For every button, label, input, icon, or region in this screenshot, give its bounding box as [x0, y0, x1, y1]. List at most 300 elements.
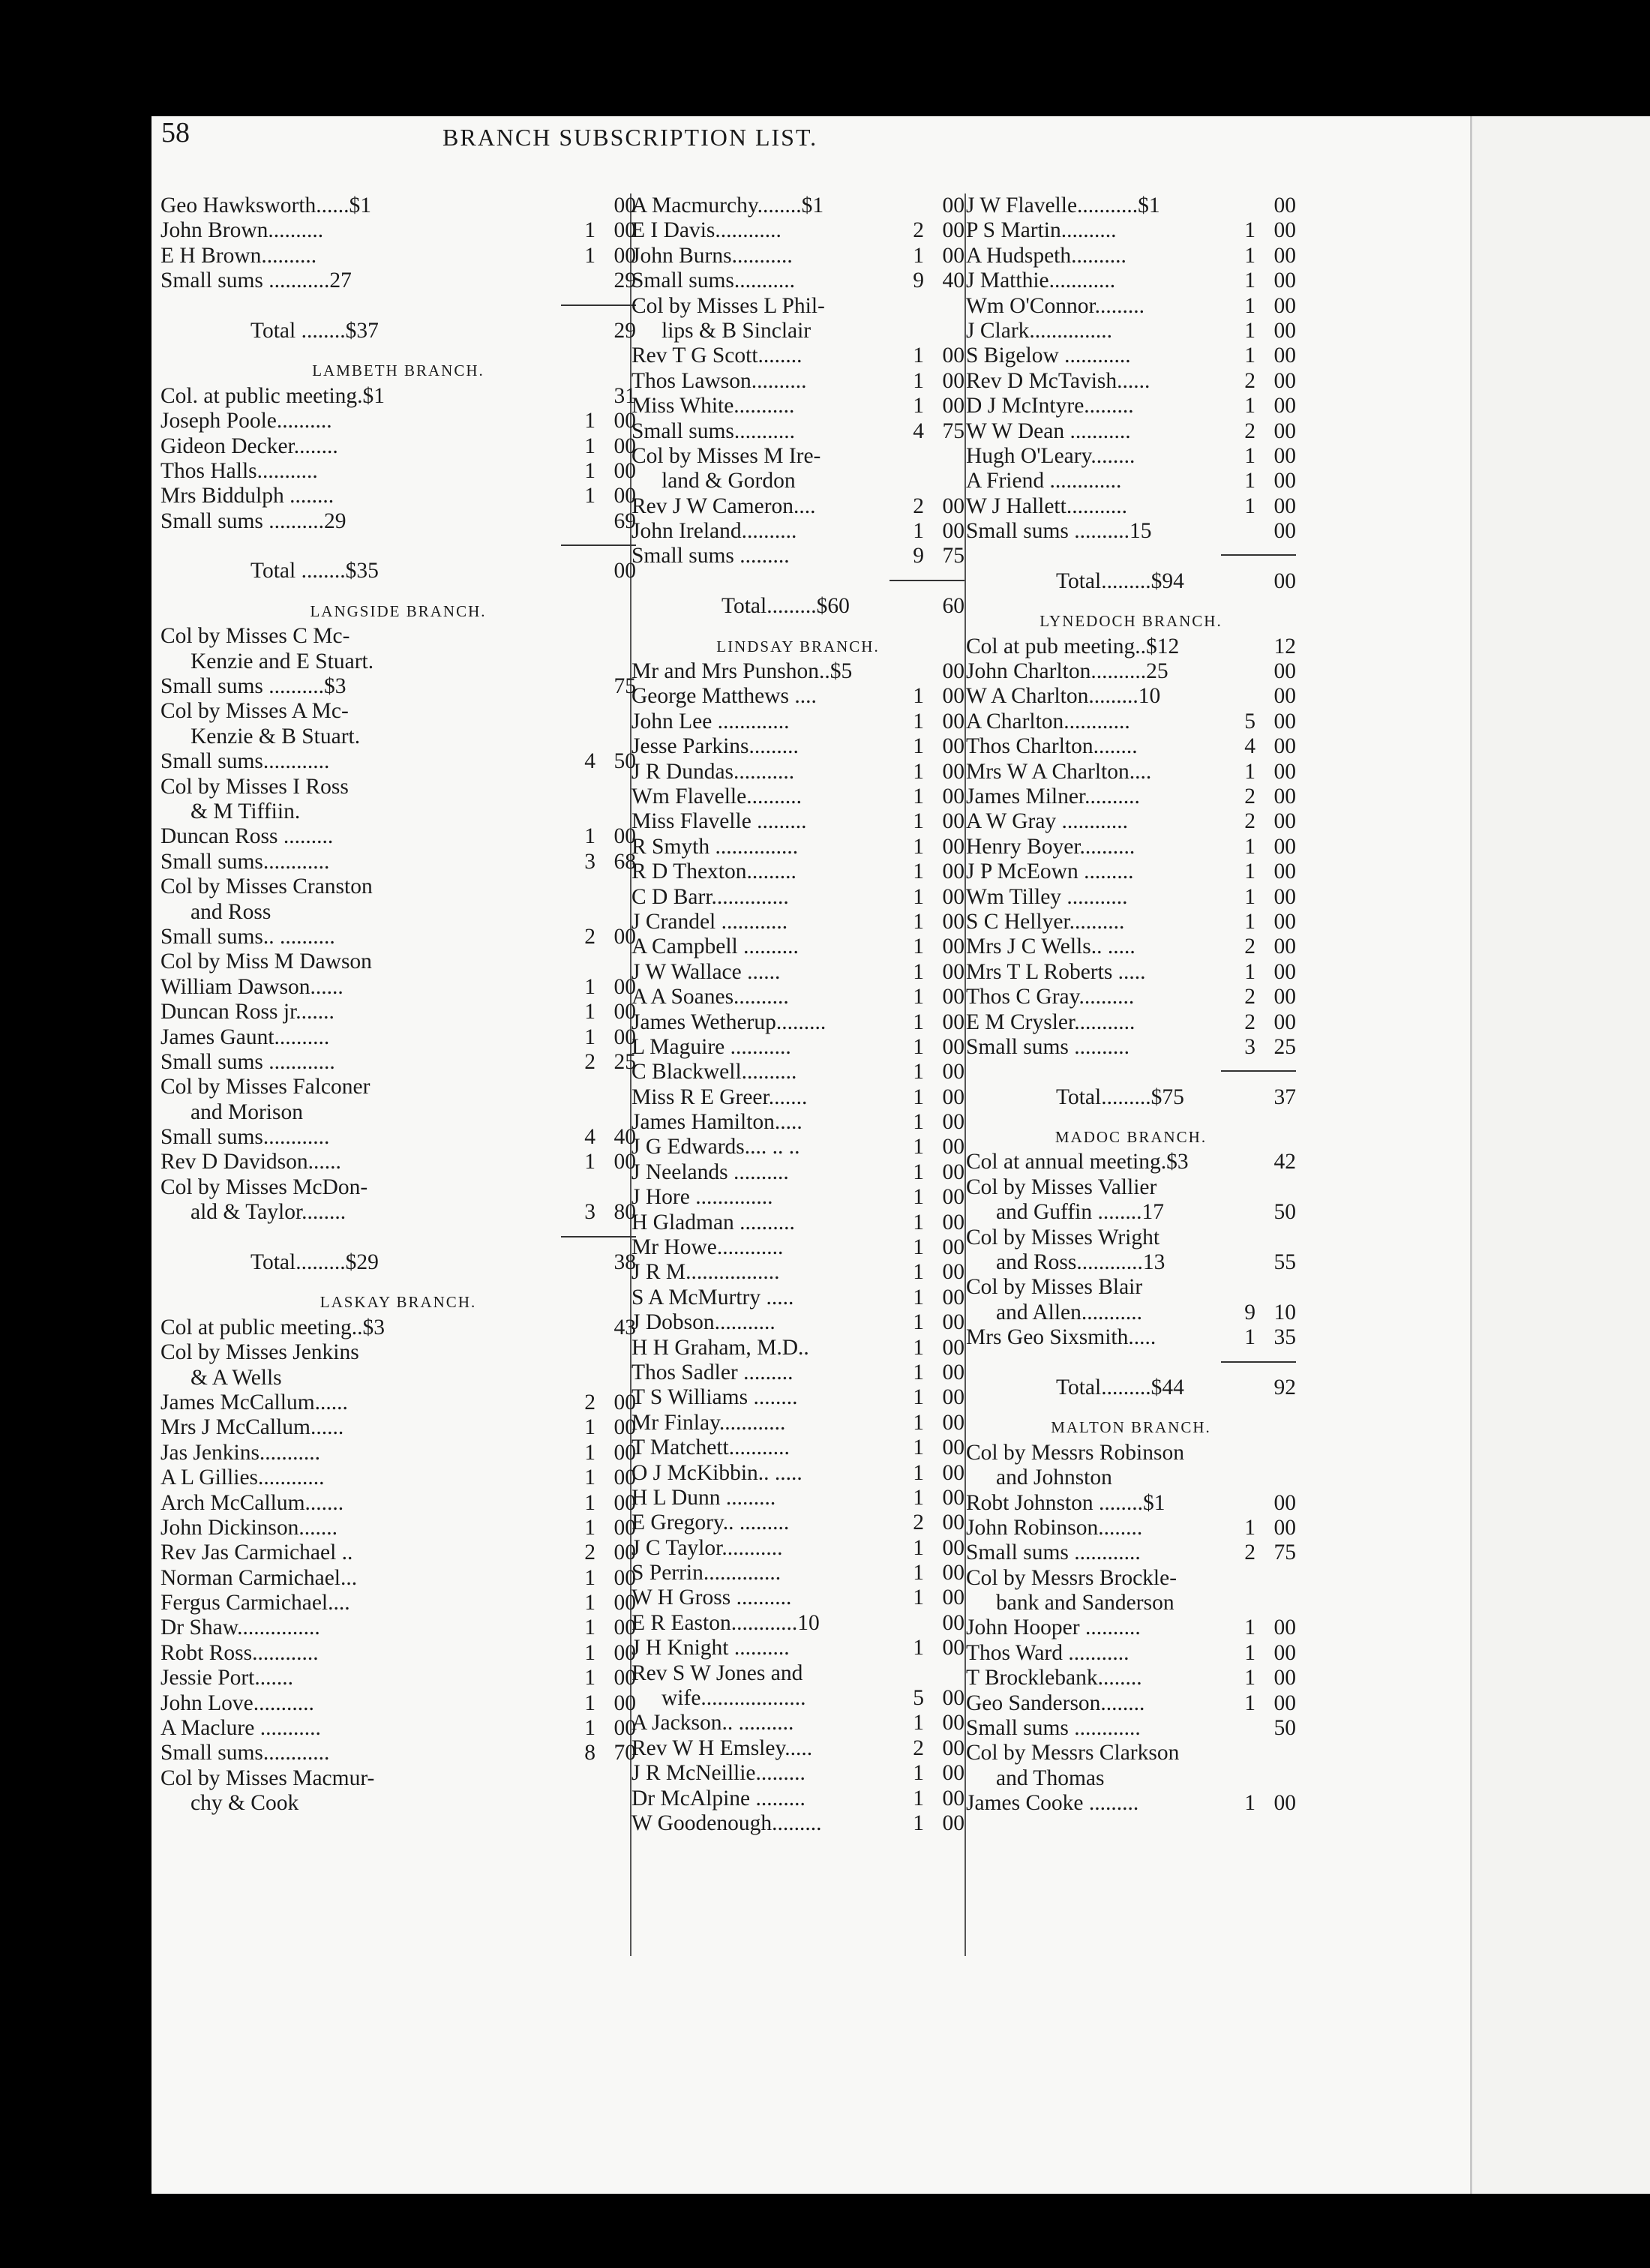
entry-name: & M Tiffiin.	[190, 799, 301, 824]
column-1	[160, 194, 636, 1816]
entry-name: and Thomas	[996, 1766, 1105, 1790]
entry-cents: 40	[942, 268, 964, 293]
entry-name: Thos Ward ...........	[966, 1640, 1130, 1665]
entry-cents: 00	[614, 1390, 636, 1414]
subscription-entry	[966, 835, 1296, 860]
subscription-entry	[632, 344, 964, 368]
entry-cents: 70	[614, 1741, 636, 1766]
subscription-entry	[632, 1510, 964, 1535]
entry-cents: 00	[942, 709, 964, 734]
entry-dollars: 1	[913, 1436, 924, 1460]
entry-dollars: 1	[913, 884, 924, 909]
subscription-entry	[632, 1536, 964, 1561]
subscription-entry	[160, 1200, 636, 1225]
subscription-entry	[632, 1135, 964, 1160]
subscription-entry	[632, 784, 964, 809]
total-rule	[160, 1226, 636, 1250]
entry-name: Small sums............	[160, 849, 330, 874]
entry-dollars: 2	[913, 494, 924, 518]
facing-page-edge	[1470, 116, 1650, 2194]
subscription-entry	[160, 1516, 636, 1540]
entry-cents: 00	[942, 1160, 964, 1184]
entry-name: Small sums...........	[632, 268, 795, 293]
subscription-entry	[160, 1766, 636, 1791]
entry-name: Col by Misses A Mc-	[160, 699, 349, 724]
entry-dollars: 1	[913, 1010, 924, 1034]
subscription-entry	[160, 384, 636, 409]
entry-name: bank and Sanderson	[996, 1591, 1174, 1616]
subscription-entry	[966, 419, 1296, 444]
entry-dollars: 1	[913, 1260, 924, 1285]
entry-cents: 00	[942, 959, 964, 984]
entry-cents: 69	[614, 508, 636, 533]
entry-cents: 92	[1274, 1375, 1296, 1400]
entry-dollars: 1	[1244, 318, 1256, 343]
entry-name: Col at public meeting..$3	[160, 1315, 386, 1340]
entry-name: A Charlton............	[966, 709, 1130, 734]
entry-dollars: 1	[913, 243, 924, 268]
entry-cents: 00	[1274, 734, 1296, 759]
entry-cents: 00	[614, 1440, 636, 1465]
entry-name: Mrs Geo Sixsmith.....	[966, 1325, 1156, 1350]
branch-heading: MALTON BRANCH.	[1051, 1418, 1211, 1437]
entry-cents: 00	[1274, 1666, 1296, 1690]
subscription-entry	[160, 1641, 636, 1666]
entry-name: O J McKibbin.. .....	[632, 1460, 802, 1485]
subscription-entry	[160, 874, 636, 899]
subscription-entry	[160, 459, 636, 484]
entry-name: Col at annual meeting.$3	[966, 1150, 1189, 1174]
entry-cents: 00	[942, 394, 964, 418]
entry-name: James Cooke .........	[966, 1791, 1139, 1816]
entry-dollars: 1	[584, 1440, 596, 1465]
entry-name: H H Graham, M.D..	[632, 1335, 809, 1360]
subscription-entry	[966, 1516, 1296, 1540]
entry-dollars: 9	[913, 268, 924, 293]
subscription-entry	[160, 509, 636, 534]
entry-dollars: 1	[913, 709, 924, 734]
entry-dollars: 1	[584, 1716, 596, 1741]
subscription-entry	[160, 1150, 636, 1174]
entry-cents: 00	[942, 1260, 964, 1285]
entry-name: Hugh O'Leary........	[966, 443, 1136, 468]
subscription-entry	[160, 1491, 636, 1516]
branch-heading: MADOC BRANCH.	[1054, 1128, 1208, 1147]
entry-cents: 00	[942, 344, 964, 368]
subscription-entry	[160, 1025, 636, 1050]
entry-cents: 00	[1274, 759, 1296, 784]
entry-name: George Matthews ....	[632, 684, 817, 709]
entry-dollars: 1	[1244, 759, 1256, 784]
entry-cents: 00	[1274, 368, 1296, 393]
subscription-entry	[632, 1561, 964, 1586]
entry-cents: 00	[1274, 519, 1296, 544]
entry-cents: 00	[1274, 194, 1296, 218]
subscription-entry	[632, 1661, 964, 1686]
entry-cents: 43	[614, 1315, 636, 1340]
subscription-entry	[160, 1466, 636, 1490]
entry-dollars: 1	[913, 860, 924, 884]
branch-total	[966, 1376, 1296, 1400]
entry-cents: 75	[942, 544, 964, 568]
entry-dollars: 1	[1244, 884, 1256, 909]
entry-name: W Goodenough.........	[632, 1811, 822, 1835]
subscription-entry	[160, 674, 636, 699]
entry-name: S C Hellyer..........	[966, 909, 1125, 934]
entry-cents: 00	[942, 1060, 964, 1084]
entry-dollars: 1	[913, 834, 924, 859]
entry-cents: 00	[942, 1711, 964, 1736]
entry-cents: 00	[614, 1616, 636, 1640]
entry-cents: 00	[942, 1084, 964, 1109]
entry-dollars: 2	[584, 924, 596, 949]
entry-name: Miss White...........	[632, 394, 795, 418]
subscription-entry	[966, 809, 1296, 834]
entry-name: Fergus Carmichael....	[160, 1591, 350, 1616]
entry-name: Dr McAlpine .........	[632, 1786, 806, 1810]
entry-dollars: 3	[1244, 1034, 1256, 1059]
spacer	[160, 1275, 636, 1290]
entry-cents: 00	[942, 1034, 964, 1059]
entry-cents: 00	[942, 1110, 964, 1135]
entry-name: John Burns...........	[632, 243, 793, 268]
entry-dollars: 1	[1244, 909, 1256, 934]
subscription-entry	[632, 1160, 964, 1185]
subscription-entry	[160, 1741, 636, 1766]
entry-cents: 00	[942, 1285, 964, 1310]
entry-name: Small sums............	[160, 1741, 330, 1766]
entry-name: & A Wells	[190, 1365, 282, 1390]
entry-name: Thos Lawson..........	[632, 368, 807, 393]
entry-dollars: 1	[1244, 1791, 1256, 1816]
entry-name: Col by Misses Falconer	[160, 1075, 370, 1100]
entry-cents: 00	[614, 1666, 636, 1690]
subscription-entry	[632, 244, 964, 268]
entry-name: R Smyth ...............	[632, 834, 799, 859]
entry-cents: 00	[942, 1485, 964, 1510]
entry-cents: 00	[614, 1690, 636, 1715]
subscription-entry	[966, 1691, 1296, 1716]
entry-name: wife...................	[662, 1686, 806, 1711]
subscription-entry	[632, 1185, 964, 1210]
entry-cents: 00	[614, 194, 636, 218]
subscription-entry	[632, 885, 964, 910]
subscription-entry	[966, 344, 1296, 368]
subscription-entry	[632, 934, 964, 959]
entry-cents: 29	[614, 268, 636, 293]
entry-cents: 00	[614, 409, 636, 434]
entry-dollars: 1	[584, 1666, 596, 1690]
entry-dollars: 1	[584, 1616, 596, 1640]
entry-cents: 00	[942, 884, 964, 909]
entry-name: Small sums.. ..........	[160, 924, 335, 949]
entry-name: Rev Jas Carmichael ..	[160, 1540, 353, 1565]
entry-name: Mr Finlay............	[632, 1410, 786, 1435]
entry-cents: 00	[942, 784, 964, 808]
entry-cents: 00	[942, 734, 964, 759]
subscription-entry	[160, 1366, 636, 1390]
entry-name: Miss R E Greer.......	[632, 1084, 808, 1109]
entry-name: E R Easton............10	[632, 1610, 820, 1635]
entry-dollars: 1	[913, 368, 924, 393]
subscription-entry	[632, 659, 964, 684]
column-3	[966, 194, 1296, 1816]
entry-cents: 00	[1274, 443, 1296, 468]
entry-dollars: 1	[913, 1210, 924, 1234]
entry-dollars: 2	[1244, 1540, 1256, 1565]
entry-cents: 00	[1274, 709, 1296, 734]
entry-dollars: 1	[1244, 394, 1256, 418]
entry-dollars: 1	[584, 1466, 596, 1490]
subscription-entry	[966, 910, 1296, 934]
entry-name: Geo Hawksworth......$1	[160, 194, 372, 218]
entry-name: and Ross	[190, 899, 272, 924]
entry-name: James Milner..........	[966, 784, 1140, 808]
subscription-entry	[632, 1286, 964, 1310]
entry-cents: 00	[942, 1736, 964, 1760]
entry-dollars: 9	[913, 544, 924, 568]
subscription-entry	[632, 394, 964, 418]
entry-dollars: 1	[1244, 494, 1256, 518]
entry-name: Jesse Parkins.........	[632, 734, 799, 759]
subscription-entry	[632, 444, 964, 469]
entry-dollars: 1	[913, 1711, 924, 1736]
entry-dollars: 1	[913, 759, 924, 784]
entry-dollars: 1	[913, 1410, 924, 1435]
entry-name: W W Dean ...........	[966, 418, 1131, 443]
entry-dollars: 1	[913, 1811, 924, 1835]
subscription-entry	[632, 1210, 964, 1235]
entry-name: Thos Sadler .........	[632, 1360, 794, 1384]
entry-cents: 00	[1274, 268, 1296, 293]
subscription-entry	[966, 734, 1296, 759]
entry-cents: 35	[1274, 1325, 1296, 1350]
entry-cents: 00	[614, 1000, 636, 1024]
entry-name: C D Barr..............	[632, 884, 789, 909]
subscription-entry	[632, 419, 964, 444]
subscription-entry	[632, 294, 964, 319]
subscription-entry	[966, 1275, 1296, 1300]
entry-dollars: 4	[584, 1125, 596, 1150]
entry-name: E H Brown..........	[160, 243, 317, 268]
spacer	[966, 1400, 1296, 1415]
entry-cents: 00	[614, 559, 636, 584]
subscription-entry	[160, 900, 636, 925]
entry-cents: 00	[614, 1716, 636, 1741]
subscription-entry	[632, 1761, 964, 1786]
entry-dollars: 1	[584, 1415, 596, 1440]
subscription-entry	[966, 244, 1296, 268]
entry-name: Col by Misses M Ire-	[632, 443, 821, 468]
subscription-entry	[632, 1686, 964, 1711]
subscription-entry	[632, 319, 964, 344]
entry-name: Mr and Mrs Punshon..$5	[632, 659, 853, 684]
subscription-entry	[632, 1636, 964, 1660]
total-rule	[966, 1060, 1296, 1084]
spacer	[966, 1110, 1296, 1125]
subscription-entry	[966, 369, 1296, 394]
entry-name: J R Dundas...........	[632, 759, 795, 784]
entry-name: lips & B Sinclair	[662, 318, 812, 343]
subscription-entry	[966, 268, 1296, 293]
entry-cents: 00	[942, 1686, 964, 1711]
entry-dollars: 2	[1244, 1010, 1256, 1034]
subscription-entry	[160, 925, 636, 950]
entry-cents: 00	[1274, 985, 1296, 1010]
entry-name: Arch McCallum.......	[160, 1490, 344, 1515]
subscription-entry	[160, 1415, 636, 1440]
entry-dollars: 1	[913, 1761, 924, 1786]
entry-name: Robt Johnston ........$1	[966, 1490, 1166, 1515]
entry-name: Rev S W Jones and	[632, 1660, 803, 1685]
entry-dollars: 1	[913, 1485, 924, 1510]
entry-name: Rev W H Emsley.....	[632, 1736, 813, 1760]
entry-name: Mr Howe............	[632, 1235, 784, 1260]
entry-cents: 00	[1274, 1640, 1296, 1665]
subscription-entry	[632, 985, 964, 1010]
entry-cents: 00	[1274, 934, 1296, 959]
total-rule	[966, 1351, 1296, 1376]
subscription-entry	[160, 975, 636, 1000]
entry-dollars: 1	[913, 734, 924, 759]
entry-name: A Macmurchy........$1	[632, 194, 824, 218]
entry-name: James Wetherup.........	[632, 1010, 826, 1034]
entry-name: William Dawson......	[160, 974, 344, 999]
entry-cents: 00	[1274, 959, 1296, 984]
entry-cents: 00	[942, 1385, 964, 1410]
entry-cents: 00	[1274, 469, 1296, 494]
entry-name: and Allen...........	[996, 1300, 1143, 1324]
running-head: BRANCH SUBSCRIPTION LIST.	[442, 124, 818, 151]
entry-cents: 00	[1274, 684, 1296, 709]
entry-dollars: 1	[584, 243, 596, 268]
subscription-entry	[966, 1540, 1296, 1565]
entry-cents: 00	[1274, 809, 1296, 834]
subscription-entry	[966, 519, 1296, 544]
subscription-entry	[966, 494, 1296, 519]
entry-cents: 00	[942, 1610, 964, 1635]
subscription-entry	[966, 1466, 1296, 1490]
subscription-entry	[632, 1736, 964, 1761]
entry-name: Total.........$44	[1056, 1375, 1184, 1400]
entry-cents: 40	[614, 1125, 636, 1150]
entry-name: Kenzie and E Stuart.	[190, 649, 374, 674]
entry-name: P S Martin..........	[966, 218, 1117, 243]
entry-dollars: 5	[913, 1686, 924, 1711]
subscription-entry	[966, 784, 1296, 809]
entry-dollars: 1	[1244, 344, 1256, 368]
entry-dollars: 1	[913, 959, 924, 984]
entry-cents: 00	[614, 1591, 636, 1616]
entry-dollars: 1	[584, 1490, 596, 1515]
entry-name: Small sums ............	[966, 1716, 1141, 1741]
entry-name: E M Crysler...........	[966, 1010, 1136, 1034]
spacer	[160, 344, 636, 358]
entry-dollars: 1	[584, 1591, 596, 1616]
entry-name: and Guffin ........17	[996, 1200, 1164, 1225]
entry-dollars: 4	[1244, 734, 1256, 759]
entry-name: James Gaunt..........	[160, 1024, 330, 1049]
subscription-entry	[632, 684, 964, 709]
subscription-entry	[632, 1385, 964, 1410]
entry-cents: 31	[614, 383, 636, 408]
subscription-entry	[160, 1566, 636, 1591]
subscription-entry	[966, 885, 1296, 910]
entry-cents: 75	[942, 418, 964, 443]
entry-dollars: 1	[913, 1110, 924, 1135]
entry-cents: 00	[1274, 494, 1296, 518]
entry-dollars: 5	[1244, 709, 1256, 734]
entry-name: John Ireland..........	[632, 519, 797, 544]
entry-cents: 55	[1274, 1250, 1296, 1275]
subscription-entry	[632, 960, 964, 985]
entry-name: and Johnston	[996, 1466, 1112, 1490]
entry-name: J Matthie............	[966, 268, 1116, 293]
subscription-entry	[160, 800, 636, 824]
entry-name: J G Edwards.... .. ..	[632, 1135, 800, 1160]
subscription-entry	[632, 1060, 964, 1084]
entry-dollars: 2	[1244, 368, 1256, 393]
entry-name: J C Taylor...........	[632, 1535, 783, 1560]
subscription-entry	[966, 1491, 1296, 1516]
entry-cents: 25	[614, 1049, 636, 1074]
subscription-entry	[160, 1000, 636, 1024]
entry-name: J Clark...............	[966, 318, 1113, 343]
entry-cents: 00	[942, 1535, 964, 1560]
entry-cents: 00	[942, 809, 964, 834]
subscription-entry	[160, 409, 636, 434]
entry-dollars: 1	[1244, 293, 1256, 318]
entry-cents: 00	[942, 985, 964, 1010]
entry-dollars: 4	[913, 418, 924, 443]
entry-cents: 00	[614, 1415, 636, 1440]
entry-cents: 38	[614, 1250, 636, 1275]
entry-name: and Ross............13	[996, 1250, 1166, 1275]
entry-name: Duncan Ross jr.......	[160, 1000, 334, 1024]
entry-cents: 00	[614, 1150, 636, 1174]
entry-cents: 00	[614, 1024, 636, 1049]
subscription-entry	[160, 1666, 636, 1690]
subscription-entry	[632, 860, 964, 884]
entry-name: John Robinson........	[966, 1515, 1143, 1540]
entry-cents: 29	[614, 318, 636, 343]
entry-name: Small sums...........	[632, 418, 795, 443]
entry-dollars: 1	[1244, 443, 1256, 468]
entry-cents: 00	[614, 1540, 636, 1565]
subscription-entry	[966, 1641, 1296, 1666]
entry-name: Col by Misses Cranston	[160, 874, 373, 899]
entry-cents: 00	[1274, 218, 1296, 243]
entry-cents: 00	[942, 1135, 964, 1160]
subscription-entry	[966, 1035, 1296, 1060]
entry-dollars: 1	[913, 1034, 924, 1059]
entry-name: Col by Messrs Robinson	[966, 1440, 1184, 1465]
entry-name: Rev D Davidson......	[160, 1150, 341, 1174]
entry-cents: 00	[614, 458, 636, 483]
entry-dollars: 1	[1244, 1616, 1256, 1640]
entry-name: Thos Halls...........	[160, 458, 318, 483]
entry-cents: 00	[942, 1235, 964, 1260]
entry-cents: 00	[942, 934, 964, 959]
entry-name: Henry Boyer..........	[966, 834, 1136, 859]
entry-cents: 00	[942, 1210, 964, 1234]
subscription-entry	[966, 1150, 1296, 1174]
entry-dollars: 2	[913, 1510, 924, 1535]
entry-dollars: 1	[913, 809, 924, 834]
subscription-entry	[632, 1611, 964, 1636]
subscription-entry	[160, 1791, 636, 1816]
entry-name: S Perrin..............	[632, 1561, 782, 1586]
